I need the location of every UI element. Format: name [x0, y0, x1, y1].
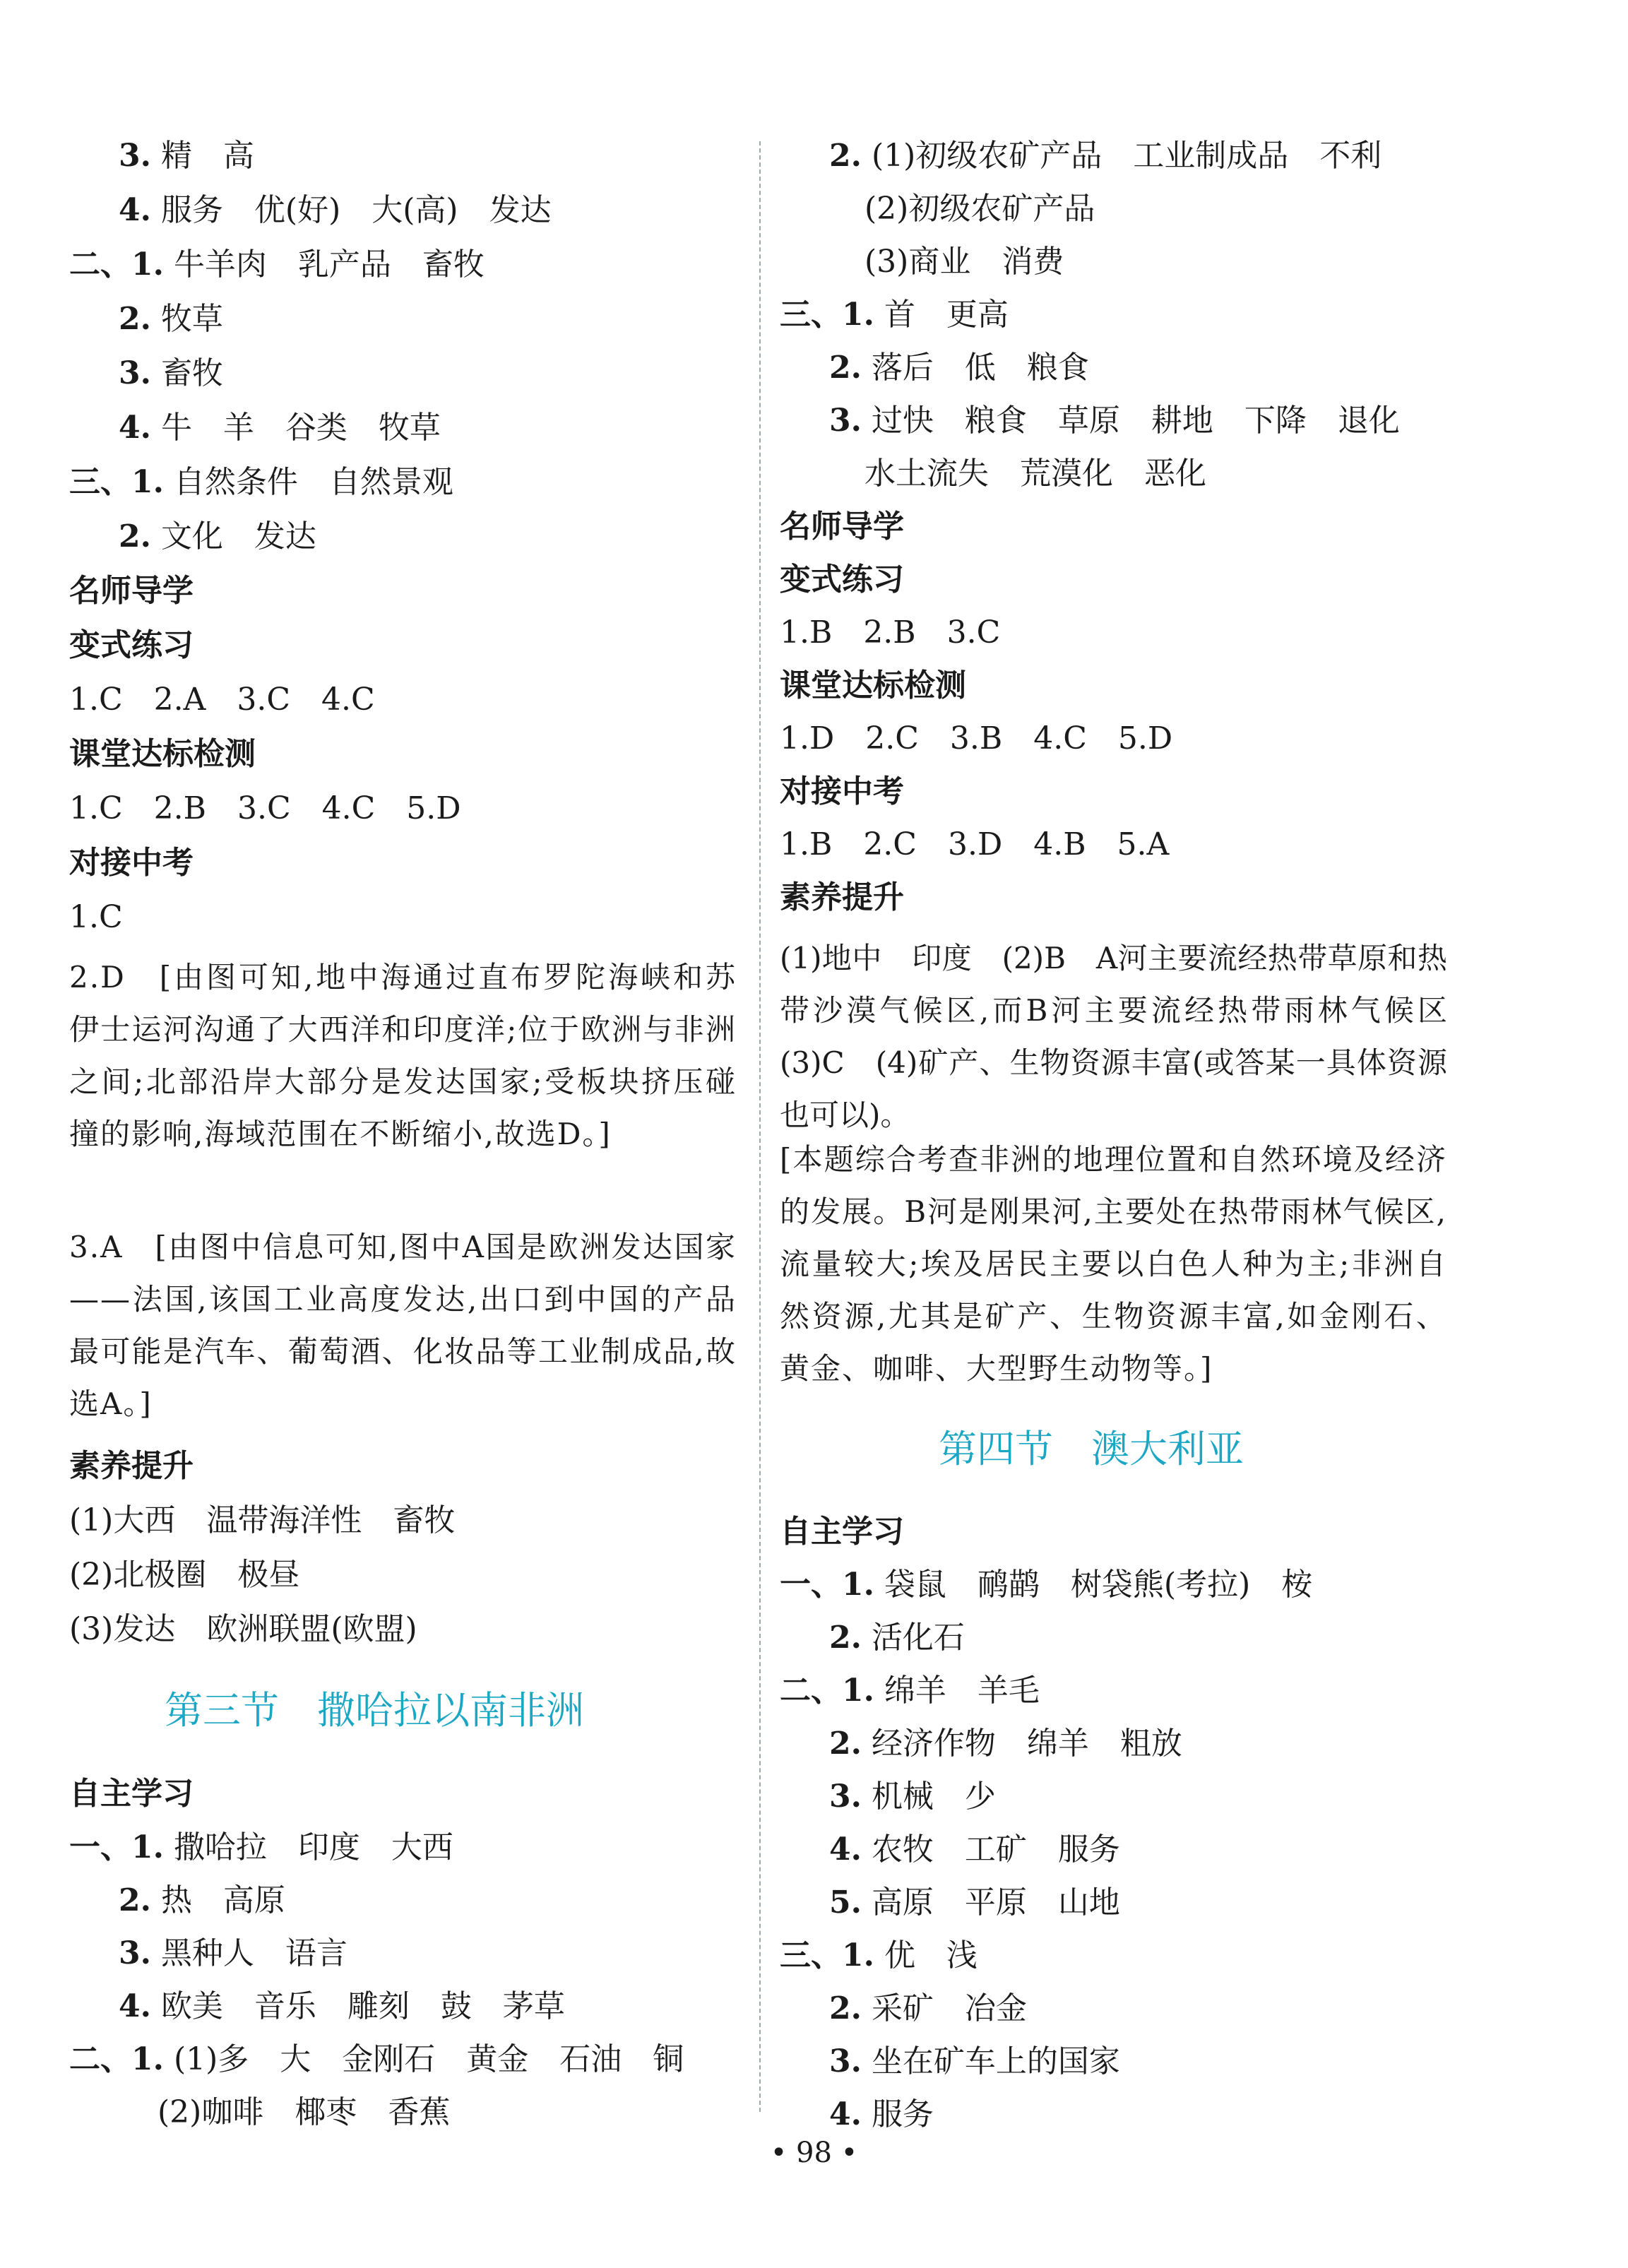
answer-line: [119, 1935, 347, 1972]
answer-text: 活化石: [871, 1620, 965, 1656]
section-heading: 自主学习: [69, 1776, 194, 1812]
answer-line: [829, 1620, 965, 1656]
item-number: 4.: [119, 192, 151, 228]
answer-line: [829, 1726, 1182, 1762]
section-title: 第四节 澳大利亚: [939, 1427, 1244, 1471]
answer-text: 畜牧: [160, 355, 223, 391]
answer-text: (1)多 大 金刚石 黄金 石油 铜: [173, 2041, 684, 2077]
answer-text: 牛羊肉 乳产品 畜牧: [173, 247, 485, 283]
answer-line: 1.C: [69, 899, 123, 935]
answer-line: [119, 1882, 285, 1919]
section-heading: 课堂达标检测: [69, 736, 256, 772]
page-number: • 98 •: [770, 2137, 858, 2169]
section-heading: 变式练习: [69, 627, 194, 663]
explanation-paragraph: 2.D [由图可知,地中海通过直布罗陀海峡和苏伊士运河沟通了大西洋和印度洋;位于欧洲与非洲之间;北部沿岸大部分是发达国家;受板块挤压碰撞的影响,海域范围在不断缩小,故选D。]: [69, 960, 737, 1151]
answer-text: 落后 低 粮食: [871, 350, 1089, 386]
answer-line: 水土流失 荒漠化 恶化: [864, 456, 1206, 492]
section-heading: 对接中考: [69, 845, 194, 881]
answer-line: [829, 1831, 1120, 1868]
answer-line: (1)大西 温带海洋性 畜牧: [69, 1502, 456, 1538]
answer-text: 文化 发达: [160, 518, 316, 554]
answer-text: 采矿 冶金: [871, 1990, 1027, 2026]
section-heading: 素养提升: [69, 1448, 194, 1484]
answer-text: 牧草: [160, 301, 223, 337]
item-number: 4.: [119, 1988, 151, 2024]
answer-line: [829, 1779, 996, 1815]
answer-line: [69, 2041, 684, 2078]
answer-text: (1)初级农矿产品 工业制成品 不利: [871, 138, 1382, 174]
answer-text: 服务: [871, 2096, 934, 2132]
answer-text: 优 浅: [884, 1937, 978, 1973]
item-number: 2.: [829, 1726, 862, 1762]
item-number: 二、1.: [69, 2041, 164, 2077]
item-number: 4.: [829, 1831, 862, 1868]
answer-line: [119, 301, 223, 338]
answer-line: [780, 1937, 978, 1974]
answer-text: 欧美 音乐 雕刻 鼓 茅草: [160, 1988, 565, 2024]
answer-line: [69, 247, 485, 283]
answer-text: 绵羊 羊毛: [884, 1673, 1040, 1709]
item-number: 3.: [119, 138, 151, 174]
answer-text: 首 更高: [884, 297, 1009, 333]
answer-paragraph: (1)地中 印度 (2)B A河主要流经热带草原和热带沙漠气候区,而B河主要流经热带雨林气候区 (3)C (4)矿产、生物资源丰富(或答某一具体资源也可以)。: [780, 941, 1478, 1132]
item-number: 三、1.: [780, 297, 874, 333]
section-heading: 名师导学: [780, 509, 904, 545]
answer-line: 1.C 2.A 3.C 4.C: [69, 682, 375, 718]
answer-line: [829, 2096, 934, 2133]
answer-text: 服务 优(好) 大(高) 发达: [160, 192, 552, 228]
answer-text: 精 高: [160, 138, 254, 174]
answer-line: [780, 297, 1009, 333]
item-number: 3.: [119, 355, 151, 391]
answer-line: [829, 350, 1089, 386]
section-heading: 名师导学: [69, 573, 194, 609]
item-number: 4.: [119, 410, 151, 446]
answer-line: [829, 138, 1382, 174]
section-heading: 对接中考: [780, 773, 904, 809]
answer-line: (3)商业 消费: [864, 244, 1064, 280]
explanation-paragraph: [本题综合考查非洲的地理位置和自然环境及经济的发展。B河是刚果河,主要处在热带雨林气候区,流量较大;埃及居民主要以白色人种为主;非洲自然资源,尤其是矿产、生物资源丰富,如金刚石、黄金、咖啡、大型野生动物等。]: [780, 1142, 1447, 1386]
answer-line: [69, 464, 453, 501]
answer-line: 1.D 2.C 3.B 4.C 5.D: [780, 720, 1173, 756]
item-number: 5.: [829, 1884, 862, 1920]
item-number: 三、1.: [69, 464, 164, 500]
column-divider: [759, 141, 761, 2112]
answer-line: [829, 1990, 1027, 2027]
item-number: 3.: [829, 2043, 862, 2079]
answer-text: 牛 羊 谷类 牧草: [160, 410, 441, 446]
answer-line: [119, 138, 254, 174]
answer-text: 高原 平原 山地: [871, 1884, 1120, 1920]
section-heading: 变式练习: [780, 562, 904, 598]
answer-line: 1.B 2.B 3.C: [780, 615, 1001, 651]
item-number: 2.: [119, 1882, 151, 1918]
answer-line: [829, 2043, 1120, 2080]
answer-line: [780, 1567, 1312, 1603]
answer-line: [829, 1884, 1120, 1921]
section-heading: 素养提升: [780, 879, 904, 915]
explanation-paragraph: 3.A [由图中信息可知,图中A国是欧洲发达国家——法国,该国工业高度发达,出口到中国的产品最可能是汽车、葡萄酒、化妆品等工业制成品,故选A。]: [69, 1230, 737, 1421]
item-number: 2.: [829, 350, 862, 386]
answer-line: (2)咖啡 椰枣 香蕉: [158, 2094, 451, 2130]
answer-text: 袋鼠 鸸鹋 树袋熊(考拉) 桉: [884, 1567, 1313, 1603]
answer-line: [829, 403, 1400, 439]
answer-line: [119, 410, 441, 446]
item-number: 3.: [119, 1935, 151, 1971]
answer-line: (3)发达 欧洲联盟(欧盟): [69, 1611, 417, 1647]
item-number: 2.: [829, 1620, 862, 1656]
answer-line: [119, 518, 316, 555]
item-number: 二、1.: [780, 1673, 874, 1709]
answer-line: 1.C 2.B 3.C 4.C 5.D: [69, 790, 461, 826]
section-heading: 课堂达标检测: [780, 667, 966, 703]
item-number: 3.: [829, 1779, 862, 1815]
answer-text: 过快 粮食 草原 耕地 下降 退化: [871, 403, 1400, 439]
answer-text: 撒哈拉 印度 大西: [173, 1829, 453, 1865]
item-number: 三、1.: [780, 1937, 874, 1973]
item-number: 2.: [829, 1990, 862, 2026]
section-heading: 自主学习: [780, 1514, 904, 1550]
item-number: 3.: [829, 403, 862, 439]
answer-line: (2)初级农矿产品: [864, 191, 1095, 227]
answer-text: 自然条件 自然景观: [173, 464, 453, 500]
answer-line: [119, 192, 552, 229]
answer-text: 经济作物 绵羊 粗放: [871, 1726, 1182, 1762]
item-number: 2.: [829, 138, 862, 174]
answer-text: 农牧 工矿 服务: [871, 1831, 1120, 1868]
answer-text: 机械 少: [871, 1779, 996, 1815]
item-number: 一、1.: [69, 1829, 164, 1865]
answer-line: [119, 355, 223, 392]
item-number: 一、1.: [780, 1567, 874, 1603]
answer-text: 黑种人 语言: [160, 1935, 347, 1971]
item-number: 2.: [119, 518, 151, 554]
answer-line: [69, 1829, 453, 1866]
answer-text: 热 高原: [160, 1882, 285, 1918]
answer-line: [119, 1988, 565, 2025]
item-number: 二、1.: [69, 247, 164, 283]
answer-line: (2)北极圈 极昼: [69, 1557, 300, 1593]
item-number: 4.: [829, 2096, 862, 2132]
answer-text: 坐在矿车上的国家: [871, 2043, 1120, 2079]
answer-line: 1.B 2.C 3.D 4.B 5.A: [780, 826, 1170, 862]
answer-line: [780, 1673, 1040, 1709]
item-number: 2.: [119, 301, 151, 337]
section-title: 第三节 撒哈拉以南非洲: [165, 1688, 584, 1733]
